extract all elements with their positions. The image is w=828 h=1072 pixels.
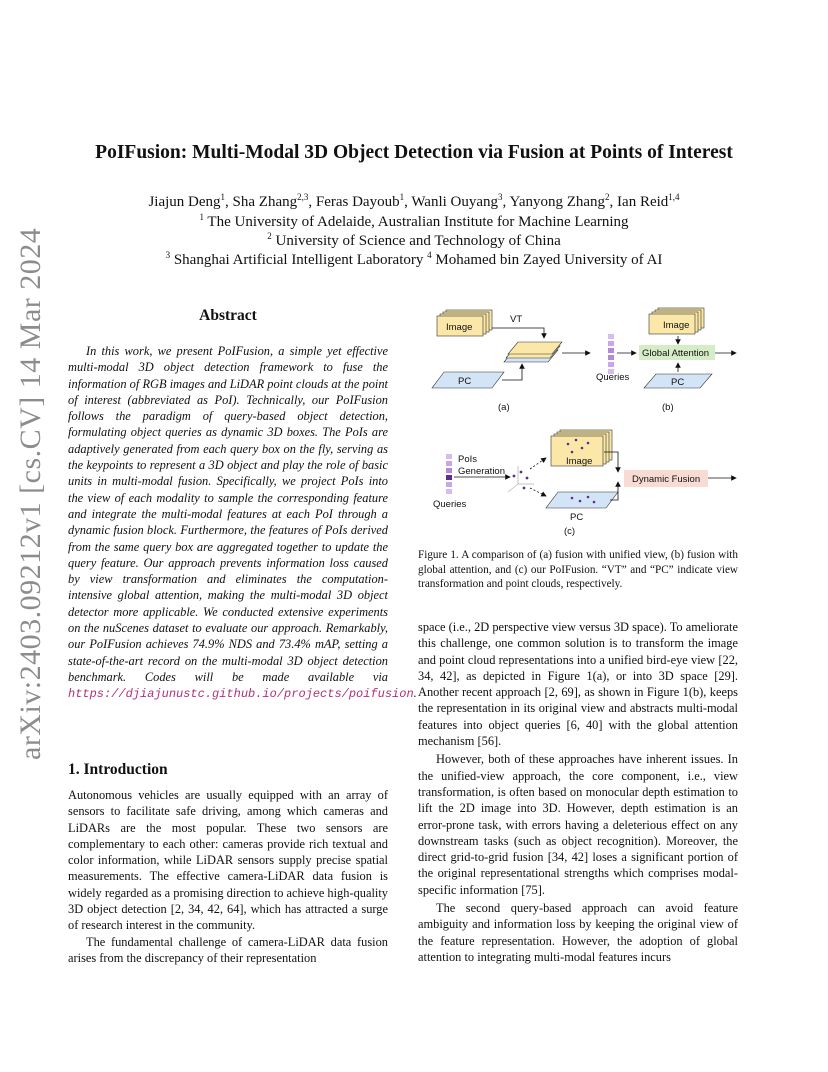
pc-label-b: PC [671,377,685,388]
affiliation-3-4: $^3$ Shanghai Artificial Intelligent Laboratory $^4$ Mohamed bin Zayed University of AI [165,250,663,268]
image-stack-b [649,308,704,334]
image-stack-a [437,310,492,336]
image-label-b: Image [663,320,690,331]
intro-body [68,787,388,966]
pc-label-c: PC [570,512,584,523]
intro-paragraph-1: Autonomous vehicles are usually equipped with an array of sensors to facilitate safe driving, among which cameras and LiDARs are the most popular. These two sensors are complementary to each other: cameras provide rich textual and color information, while LiDAR sensors supply precise spatial measurements. The effective camera-LiDAR data fusion is widely regarded as a promising direction to achieve high-quality 3D object detection [2, 34, 42, 64], which has attracted a surge of research interest in the community. [68,788,388,933]
figure-caption: Figure 1. A comparison of (a) fusion with unified view, (b) fusion with global attention, and (c) our PoIFusion. “VT” and “PC” indicate view transformation and point clouds, respectively. [418,549,738,591]
right-paragraph-1: space (i.e., 2D perspective view versus 3D space). To ameliorate this challenge, one common solution is to transform the image and point cloud representations into a unified bird-eye view [22, 34, 42], as depicted in Figure 1(a), or into 3D space [29]. Another recent approach [2, 69], as shown in Figure 1(b), keeps the representation in its original view and abstracts multi-modal features into object queries [6, 40] with the global attention mechanism [56]. [418,620,738,749]
fused-bev-a [504,342,562,362]
queries-label-c: Queries [433,499,467,510]
author-list: Jiajun Deng$^1$, Sha Zhang$^{2,3}$, Feras Dayoub$^1$, Wanli Ouyang$^3$, Yanyong Zhang$^2$, Ian Reid$^{1,4}$ [148,192,680,210]
pois-label: PoIs [458,454,478,465]
affiliation-1: $^1$ The University of Adelaide, Australian Institute for Machine Learning [199,212,629,230]
panel-b-label: (b) [662,402,674,413]
panel-a [432,310,590,413]
intro-paragraph-2: The fundamental challenge of camera-LiDAR data fusion arises from the discrepancy of their representation [68,934,388,965]
panel-c [433,430,736,537]
right-column-body [418,619,738,965]
panel-a-label: (a) [498,402,510,413]
affiliation-2: $^2$ University of Science and Technology of China [267,231,561,249]
query-stack-b [608,334,614,374]
abstract-body: In this work, we present PoIFusion, a simple yet effective multi-modal 3D object detection framework to fuse the information of RGB images and LiDAR point clouds at the point of interest (abbreviated as PoI). Technically, our PoIFusion follows the paradigm of query-based object detection, formulating object queries as dynamic 3D boxes. The PoIs are adaptively generated from each query box on the fly, serving as the keypoints to represent a 3D object and play the role of basic units in multi-modal fusion. Specifically, we project PoIs into the view of each modality to sample the corresponding feature and integrate the multi-modal features at each PoI through a dynamic fusion block. Furthermore, the features of PoIs derived from the same query box are aggregated together to update the query feature. Our approach prevents information loss caused by view transformation and eliminates the computation-intensive global attention, making the multi-modal 3D object detector more applicable. We conducted extensive experiments on the nuScenes dataset to evaluate our approach. Remarkably, our PoIFusion achieves 74.9% NDS and 73.4% mAP, setting a state-of-the-art record on the multi-modal 3D object detection benchmark. Codes will be made available via https://djiajunustc.github.io/projects/poifusion. [68,344,417,702]
panel-c-label: (c) [564,526,576,537]
vt-label: VT [510,314,523,325]
image-label-c: Image [566,456,593,467]
global-attention-label: Global Attention [642,348,710,359]
image-label-a: Image [446,322,473,333]
figure-1 [418,306,740,542]
image-stack-c [551,430,612,467]
panel-b [596,308,736,413]
paper-title: PoIFusion: Multi-Modal 3D Object Detection via Fusion at Points of Interest [95,142,733,163]
generation-label: Generation [458,466,506,477]
pc-label-a: PC [458,376,472,387]
query-stack-c [446,454,452,494]
dynamic-fusion-label: Dynamic Fusion [632,474,701,485]
pc-plane-c [546,492,618,508]
abstract-heading: Abstract [199,307,257,324]
arxiv-stamp: arXiv:2403.09212v1 [cs.CV] 14 Mar 2024 [14,227,47,760]
project-link[interactable]: https://djiajunustc.github.io/projects/poifusion [68,687,414,702]
right-paragraph-3: The second query-based approach can avoid feature ambiguity and information loss by keeping the original view of the feature representation. However, the adoption of global attention to integrating multi-modal features incurs [418,901,738,964]
intro-heading: 1. Introduction [68,761,168,778]
queries-label-b: Queries [596,372,630,383]
right-paragraph-2: However, both of these approaches have inherent issues. In the unified-view approach, the core component, i.e., view transformation, is often based on monocular depth estimation to lift the 2D image into 3D. However, depth estimation is an error-prone task, with errors having a deleterious effect on any downstream tasks (such as object recognition). Moreover, the direct grid-to-grid fusion [34, 42] loses a significant portion of the original representational strengths which comprises modal-specific information [75]. [418,752,738,897]
